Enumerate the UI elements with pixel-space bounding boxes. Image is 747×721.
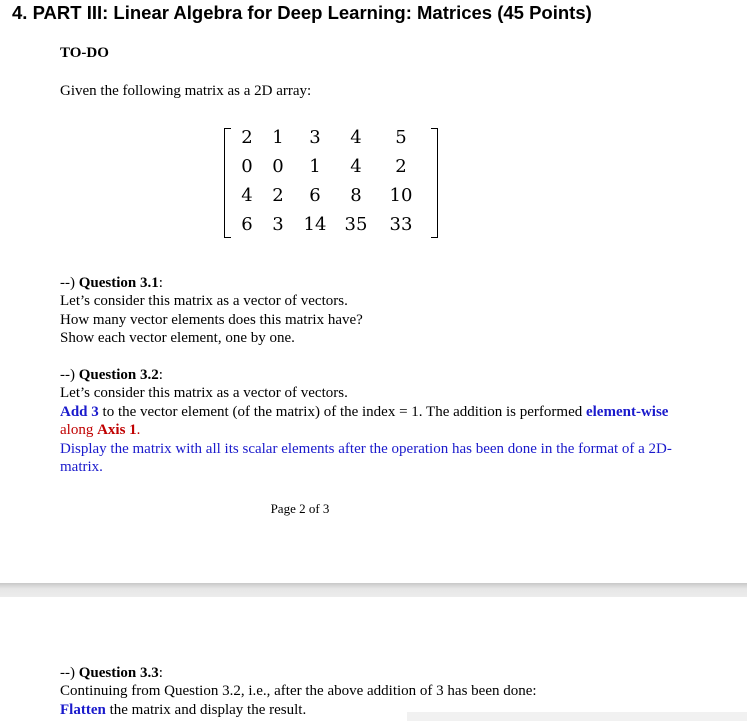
q32-line: Let’s consider this matrix as a vector of vectors.	[60, 385, 348, 401]
q31-line: Let’s consider this matrix as a vector of vectors.	[60, 293, 348, 309]
q31-line: How many vector elements does this matrix have?	[60, 312, 363, 328]
matrix-cell: 6	[309, 185, 321, 206]
matrix-cell: 33	[389, 214, 413, 235]
section-heading: 4. PART III: Linear Algebra for Deep Learning: Matrices (45 Points)	[12, 2, 592, 23]
matrix-cell: 1	[272, 127, 284, 148]
q32-title: --) Question 3.2:	[60, 367, 163, 383]
matrix-cell: 3	[272, 214, 284, 235]
matrix-cell: 8	[350, 185, 362, 206]
q33-title: --) Question 3.3:	[60, 665, 163, 681]
q31-title: --) Question 3.1:	[60, 275, 163, 291]
q32-line: Display the matrix with all its scalar elements after the operation has been done in the format of a 2D-	[60, 441, 672, 457]
matrix-cell: 14	[303, 214, 327, 235]
page-number: Page 2 of 3	[270, 501, 330, 516]
q33-line: Continuing from Question 3.2, i.e., after the above addition of 3 has been done:	[60, 683, 537, 699]
matrix-cell: 4	[350, 156, 362, 177]
q32-line: matrix.	[60, 459, 103, 475]
matrix-cell: 0	[241, 156, 253, 177]
matrix-cell: 35	[344, 214, 368, 235]
page-separator	[0, 583, 747, 597]
matrix-cell: 0	[272, 156, 284, 177]
given-text: Given the following matrix as a 2D array:	[60, 83, 312, 99]
q32-line: along Axis 1.	[60, 422, 141, 438]
matrix	[224, 126, 438, 238]
matrix-cell: 6	[241, 214, 253, 235]
q32-line: Add 3 to the vector element (of the matrix) of the index = 1. The addition is performed element-wise	[60, 404, 669, 420]
matrix-cell: 5	[395, 127, 407, 148]
matrix-cell: 2	[272, 185, 284, 206]
horizontal-scrollbar[interactable]	[407, 712, 747, 721]
matrix-cell: 2	[395, 156, 407, 177]
matrix-cell: 2	[241, 127, 253, 148]
q33-line: Flatten the matrix and display the result.	[60, 702, 307, 718]
matrix-cell: 1	[309, 156, 321, 177]
q31-line: Show each vector element, one by one.	[60, 330, 295, 346]
matrix-cell: 4	[350, 127, 362, 148]
document-page-3	[0, 597, 747, 721]
matrix-cell: 4	[241, 185, 253, 206]
todo-label: TO-DO	[60, 45, 109, 61]
right-bracket	[431, 128, 438, 238]
matrix-cell: 10	[389, 185, 413, 206]
matrix-cell: 3	[309, 127, 321, 148]
